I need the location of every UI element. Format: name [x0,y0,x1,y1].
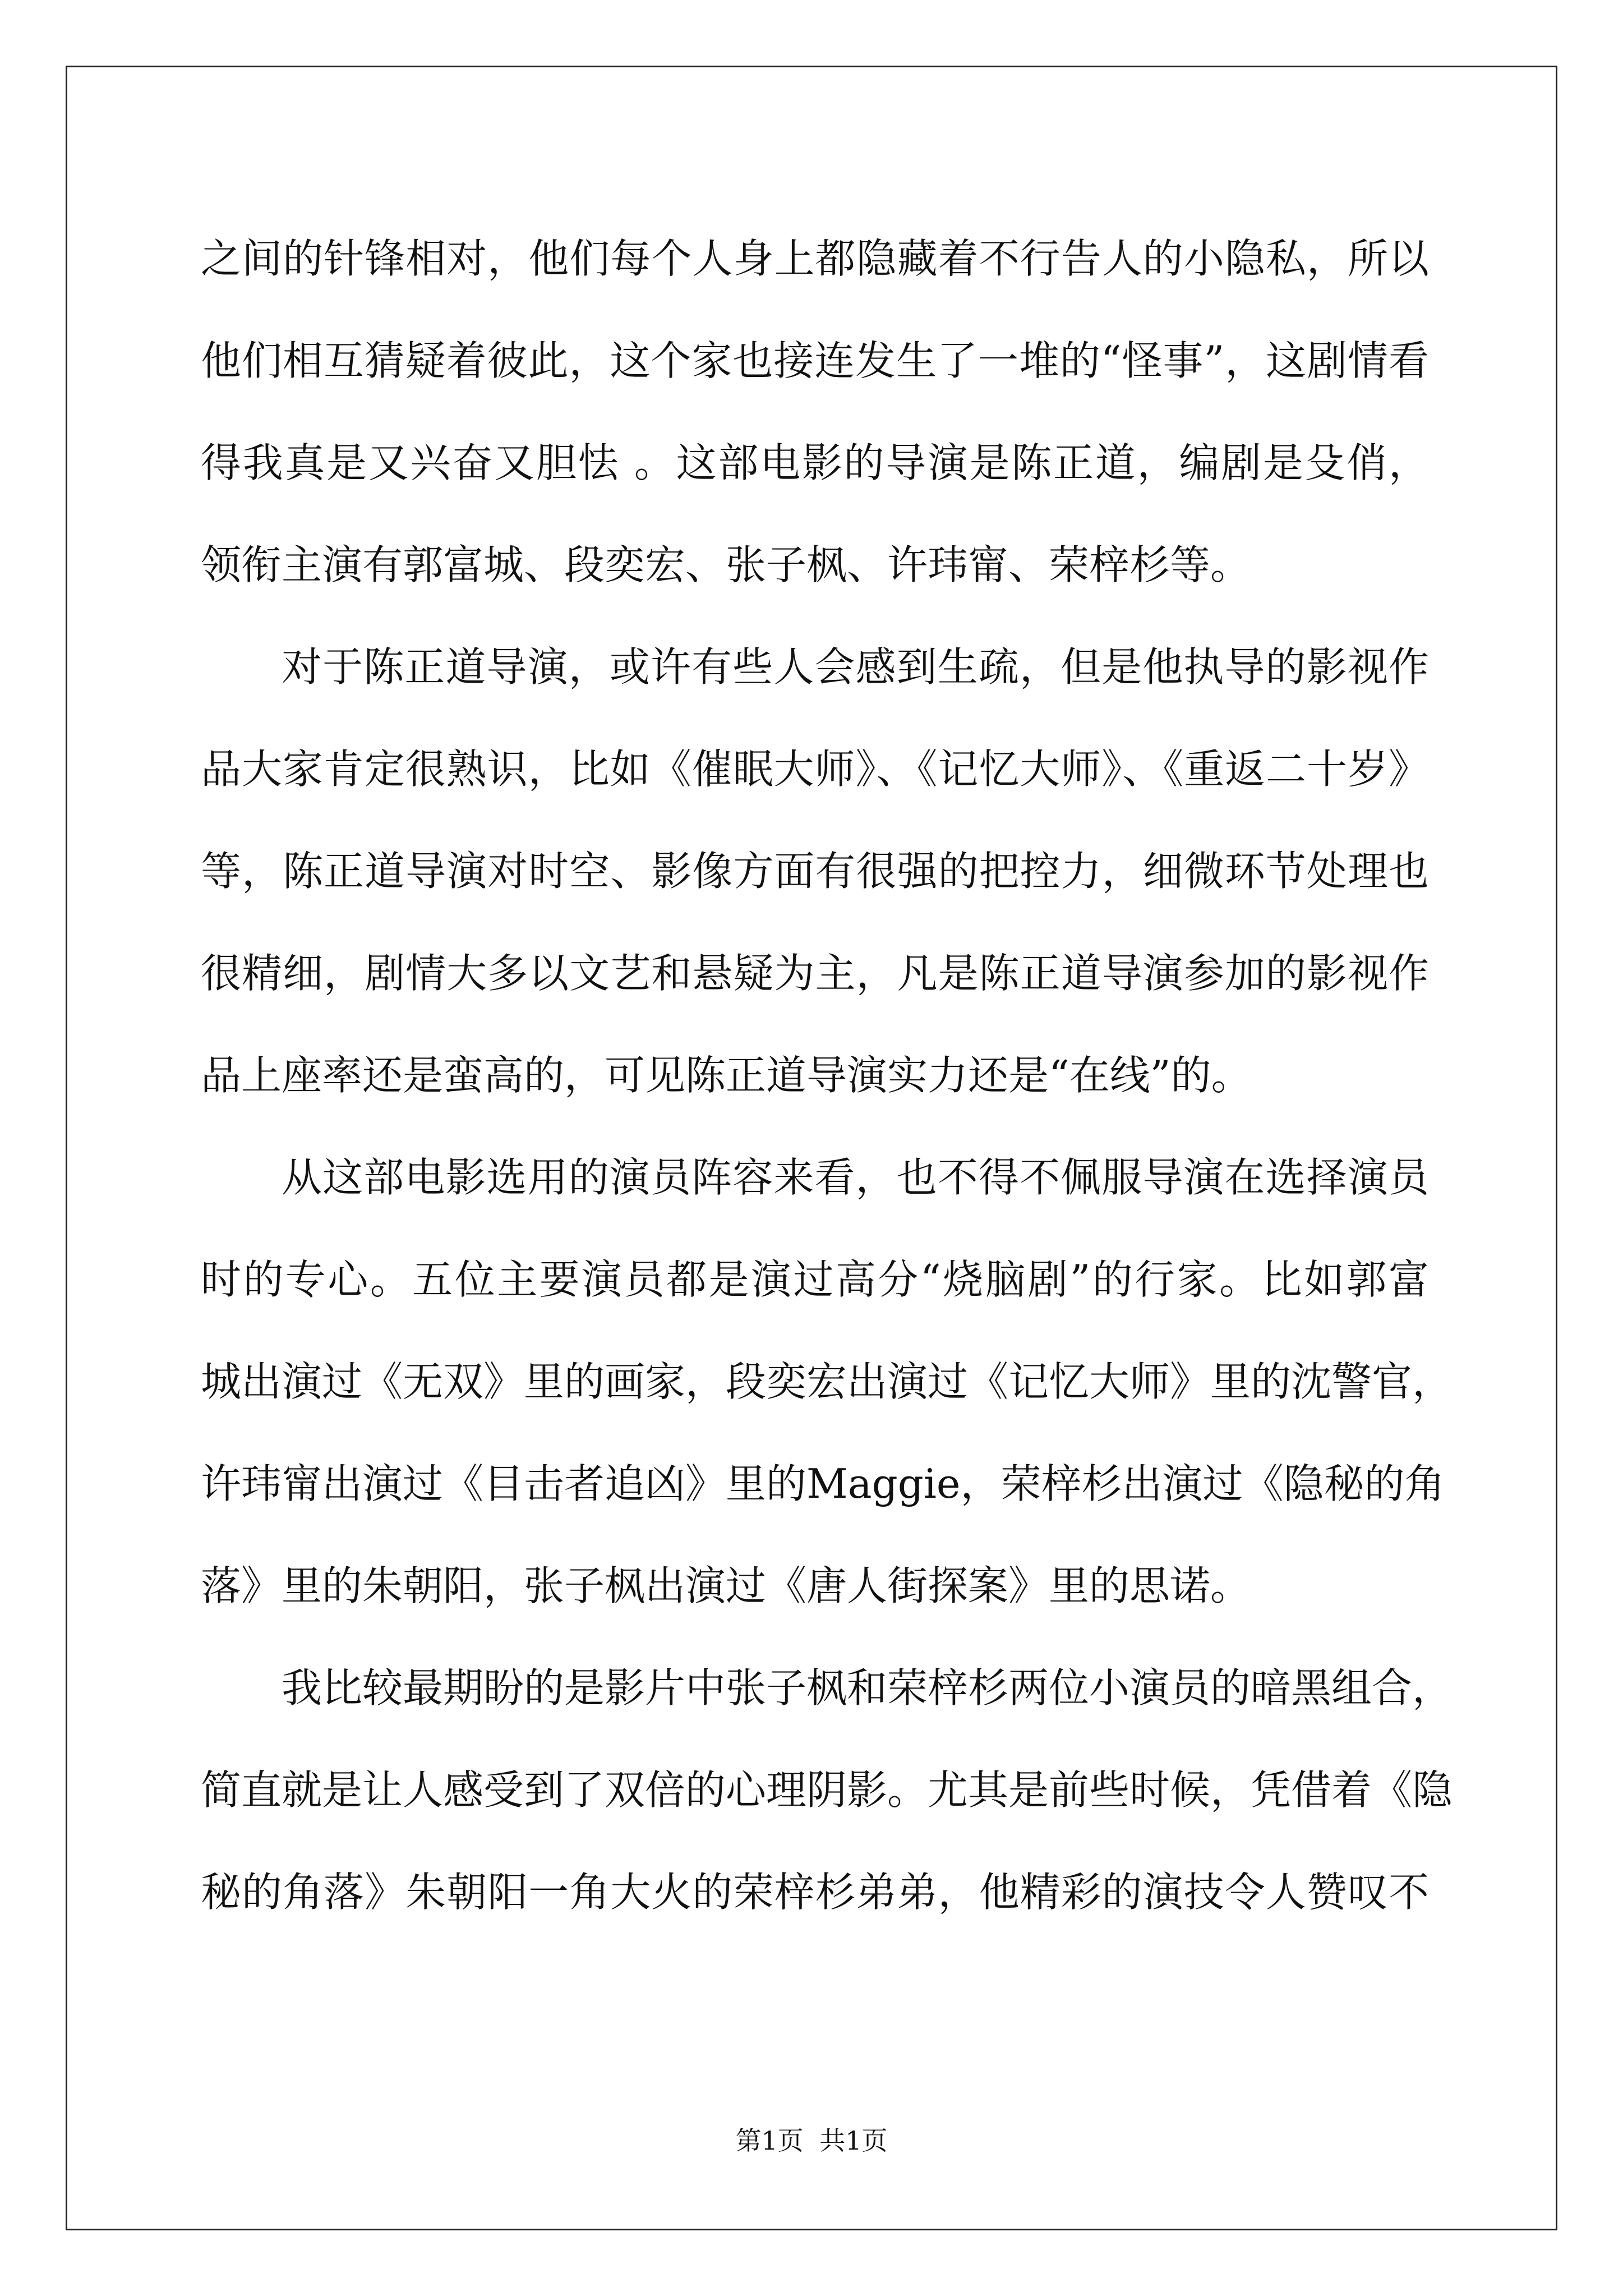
text-line: 从这部电影选用的演员阵容来看，也不得不佩服导演在选择演员 [282,1154,1429,1201]
text-line: 很精细，剧情大多以文艺和悬疑为主，凡是陈正道导演参加的影视作 [201,950,1429,997]
text-line: 之间的针锋相对，他们每个人身上都隐藏着不行告人的小隐私，所以 [201,235,1429,282]
page-footer [0,2120,1623,2157]
text-line: 他们相互猜疑着彼此，这个家也接连发生了一堆的“怪事”，这剧情看 [201,337,1429,384]
text-line: 落》里的朱朝阳，张子枫出演过《唐人街探案》里的思诺。 [201,1562,1251,1609]
text-line: 我比较最期盼的是影片中张子枫和荣梓杉两位小演员的暗黑组合， [282,1664,1453,1711]
text-line: 时的专心。五位主要演员都是演过高分“烧脑剧”的行家。比如郭富 [201,1256,1429,1303]
text-line: 城出演过《无双》里的画家，段奕宏出演过《记忆大师》里的沈警官， [201,1358,1453,1405]
text-line: 许玮甯出演过《目击者追凶》里的Maggie，荣梓杉出演过《隐秘的角 [201,1460,1445,1507]
text-line: 得我真是又兴奋又胆怯 。这部电影的导演是陈正道，编剧是殳俏， [201,439,1429,486]
text-line: 品大家肯定很熟识，比如《催眠大师》、《记忆大师》、《重返二十岁》 [201,746,1429,793]
text-line: 等，陈正道导演对时空、影像方面有很强的把控力，细微环节处理也 [201,848,1429,895]
text-line: 领衔主演有郭富城、段奕宏、张子枫、许玮甯、荣梓杉等。 [201,541,1251,588]
page-number: 第1页 [735,2125,804,2156]
text-line: 对于陈正道导演，或许有些人会感到生疏，但是他执导的影视作 [282,643,1429,691]
text-line: 品上座率还是蛮高的，可见陈正道导演实力还是“在线”的。 [201,1052,1252,1099]
text-line: 简直就是让人感受到了双倍的心理阴影。尤其是前些时候，凭借着《隐 [201,1766,1453,1814]
text-line: 秘的角落》朱朝阳一角大火的荣梓杉弟弟，他精彩的演技令人赞叹不 [201,1869,1429,1916]
document-body [201,208,1453,1943]
page-total: 共1页 [819,2125,888,2156]
